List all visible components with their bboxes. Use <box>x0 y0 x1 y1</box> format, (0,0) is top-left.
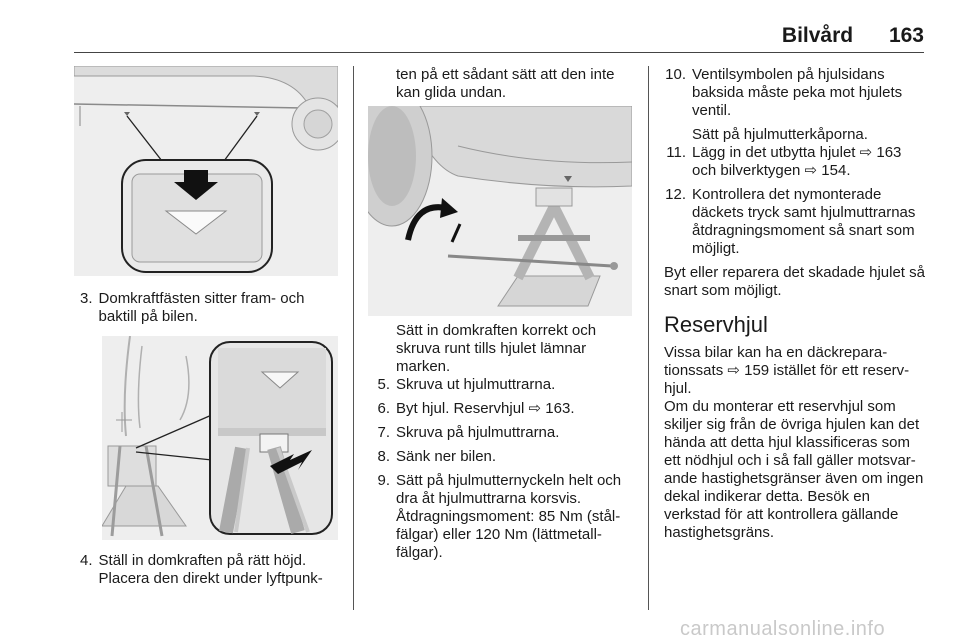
step-text: Sätt på hjulmutternyckeln helt och dra åt hjulmuttrarna korsvis. Åtdragningsmoment: 85 Nm (stål-fälgar) eller 120 Nm (lättmetall-fälgar). <box>396 472 622 561</box>
page-header <box>782 24 924 48</box>
list-item <box>374 472 636 562</box>
list-item <box>80 290 342 326</box>
step4-continuation: ten på ett sådant sätt att den inte kan glida undan. <box>396 66 615 101</box>
list-item <box>80 552 342 588</box>
step-number: 9. <box>377 472 390 489</box>
step-text: Ställ in domkraften på rätt höjd. Placera den direkt under lyftpunk- <box>98 552 323 587</box>
section-title: Bilvård <box>781 24 854 47</box>
step-number: 7. <box>377 424 390 441</box>
left-column-step3 <box>80 290 342 326</box>
step-text: Skruva ut hjulmuttrarna. <box>396 376 556 393</box>
step-text: Skruva på hjulmuttrarna. <box>396 424 560 441</box>
section-heading: Reservhjul <box>664 312 768 337</box>
step-number: 10. <box>665 66 686 83</box>
step-number: 11. <box>666 144 686 161</box>
list-item <box>664 144 926 180</box>
watermark: carmanualsonline.info <box>680 618 886 640</box>
step-number: 5. <box>377 376 390 393</box>
right-column-text <box>664 66 926 542</box>
step-text: Byt hjul. Reservhjul ⇨ 163. <box>396 400 575 417</box>
column-divider-1 <box>353 66 354 610</box>
paragraph: Om du monterar ett reservhjul som skiljer sig från de övriga hjulen kan det hända att detta hjul klassificeras som ett nödhjul och i så fall gäller motsvar-ande hastighetsgränser även om ingen dekal indikerar detta. Besök en verkstad för att kontrollera gällande hastighetsgräns. <box>664 398 924 541</box>
step-number: 4. <box>80 552 93 569</box>
middle-column-text <box>374 322 636 562</box>
middle-column-top <box>374 66 636 102</box>
step-number: 8. <box>377 448 390 465</box>
step-text: Lägg in det utbytta hjulet ⇨ 163 och bilverktygen ⇨ 154. <box>692 144 902 179</box>
left-column-step4 <box>80 552 342 588</box>
jack-instruction: Sätt in domkraften korrekt och skruva runt tills hjulet lämnar marken. <box>396 322 597 375</box>
figure-jack-position <box>102 336 338 540</box>
list-item <box>374 376 636 394</box>
step-text: Kontrollera det nymonterade däckets tryck samt hjulmuttrarnas åtdragningsmoment så snart som möjligt. <box>692 186 916 257</box>
figure-jack-crank <box>368 106 632 316</box>
step-text: Ventilsymbolen på hjulsidans baksida måste peka mot hjulets ventil. <box>692 66 903 119</box>
list-item <box>374 424 636 442</box>
step-number: 6. <box>377 400 390 417</box>
list-item <box>664 66 926 120</box>
figure-jacking-points <box>74 66 338 276</box>
list-item <box>374 448 636 466</box>
list-item <box>664 186 926 258</box>
step10-subtext: Sätt på hjulmutterkåporna. <box>692 126 868 143</box>
step-number: 3. <box>80 290 93 307</box>
step-text: Sänk ner bilen. <box>396 448 497 465</box>
header-rule <box>74 52 924 53</box>
step-number: 12. <box>665 186 686 203</box>
paragraph: Vissa bilar kan ha en däckrepara-tionssats ⇨ 159 istället för ett reserv-hjul. <box>664 344 910 397</box>
page-number: 163 <box>888 24 924 47</box>
step-text: Domkraftfästen sitter fram- och baktill på bilen. <box>98 290 305 325</box>
paragraph: Byt eller reparera det skadade hjulet så snart som möjligt. <box>664 264 925 299</box>
list-item <box>374 400 636 418</box>
column-divider-2 <box>648 66 649 610</box>
